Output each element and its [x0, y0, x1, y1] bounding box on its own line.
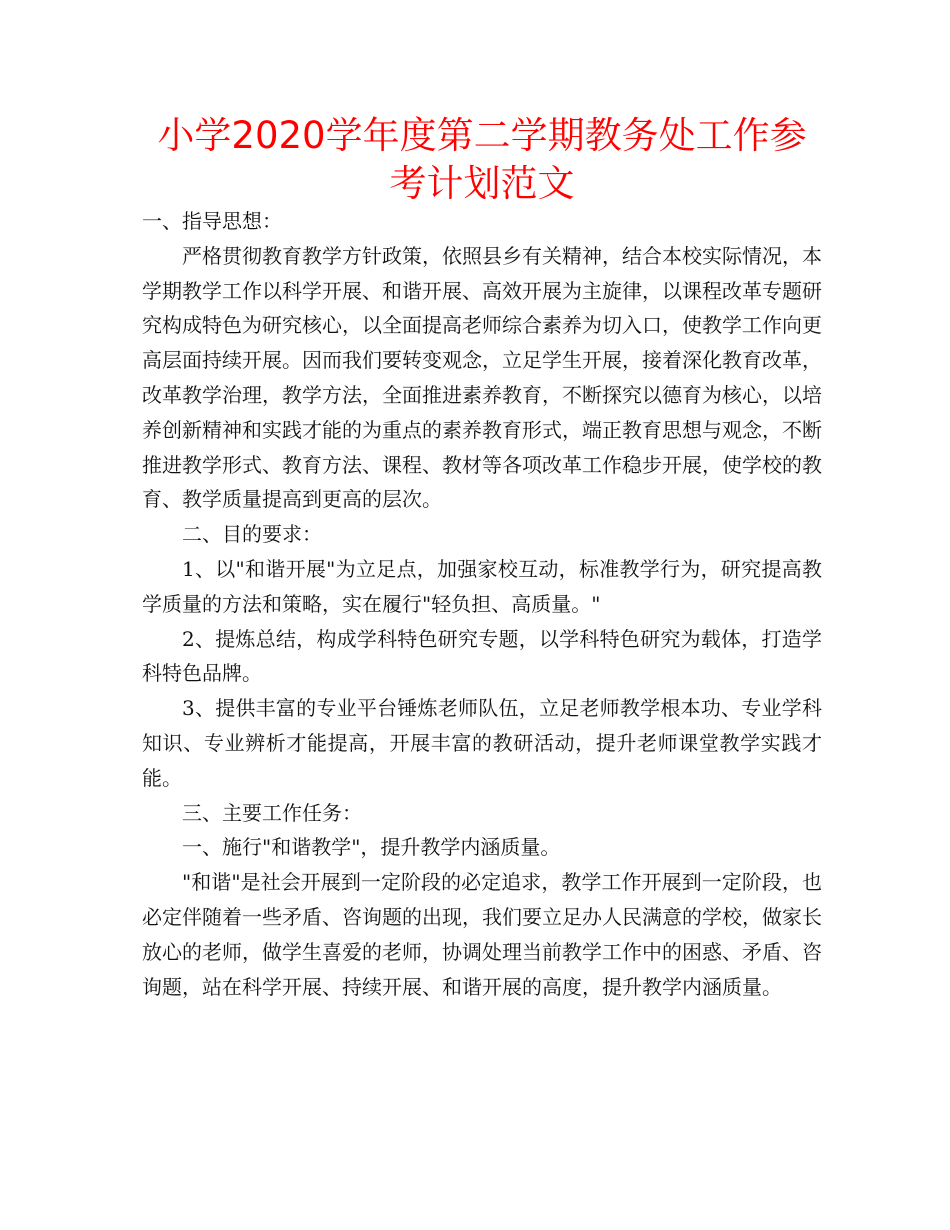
task-heading-1: 一、施行"和谐教学"，提升教学内涵质量。 [182, 835, 561, 860]
goal-item-2: 2、提炼总结，构成学科特色研究专题，以学科特色研究为载体，打造学科特色品牌。 [142, 626, 822, 686]
goal-item-1: 1、以"和谐开展"为立足点，加强家校互动，标准教学行为，研究提高教学质量的方法和策略，实在履行"轻负担、高质量。" [142, 556, 822, 616]
heading-goals: 二、目的要求： [182, 522, 322, 547]
task-paragraph-1: "和谐"是社会开展到一定阶段的必定追求，教学工作开展到一定阶段，也必定伴随着一些矛盾、咨询题的出现，我们要立足办人民满意的学校，做家长放心的老师，做学生喜爱的老师，协调处理当前教学工作中的困惑、矛盾、咨询题，站在科学开展、持续开展、和谐开展的高度，提升教学内涵质量。 [142, 870, 822, 999]
heading-guiding-thought: 一、指导思想： [142, 209, 282, 233]
goal-item-3: 3、提供丰富的专业平台锤炼老师队伍，立足老师教学根本功、专业学科知识、专业辨析才能提高，开展丰富的教研活动，提升老师课堂教学实践才能。 [142, 696, 822, 790]
heading-main-tasks: 三、主要工作任务： [182, 800, 362, 825]
document-title: 小学2020学年度第二学期教务处工作参考计划范文 [157, 114, 807, 205]
paragraph-guiding-thought: 严格贯彻教育教学方针政策，依照县乡有关精神，结合本校实际情况，本学期教学工作以科学开展、和谐开展、高效开展为主旋律，以课程改革专题研究构成特色为研究核心，以全面提高老师综合素养为切入口，使教学工作向更高层面持续开展。因而我们要转变观念，立足学生开展，接着深化教育改革，改革教学治理，教学方法，全面推进素养教育，不断探究以德育为核心，以培养创新精神和实践才能的为重点的素养教育形式，端正教育思想与观念，不断推进教学形式、教育方法、课程、教材等各项改革工作稳步开展，使学校的教育、教学质量提高到更高的层次。 [142, 243, 822, 512]
